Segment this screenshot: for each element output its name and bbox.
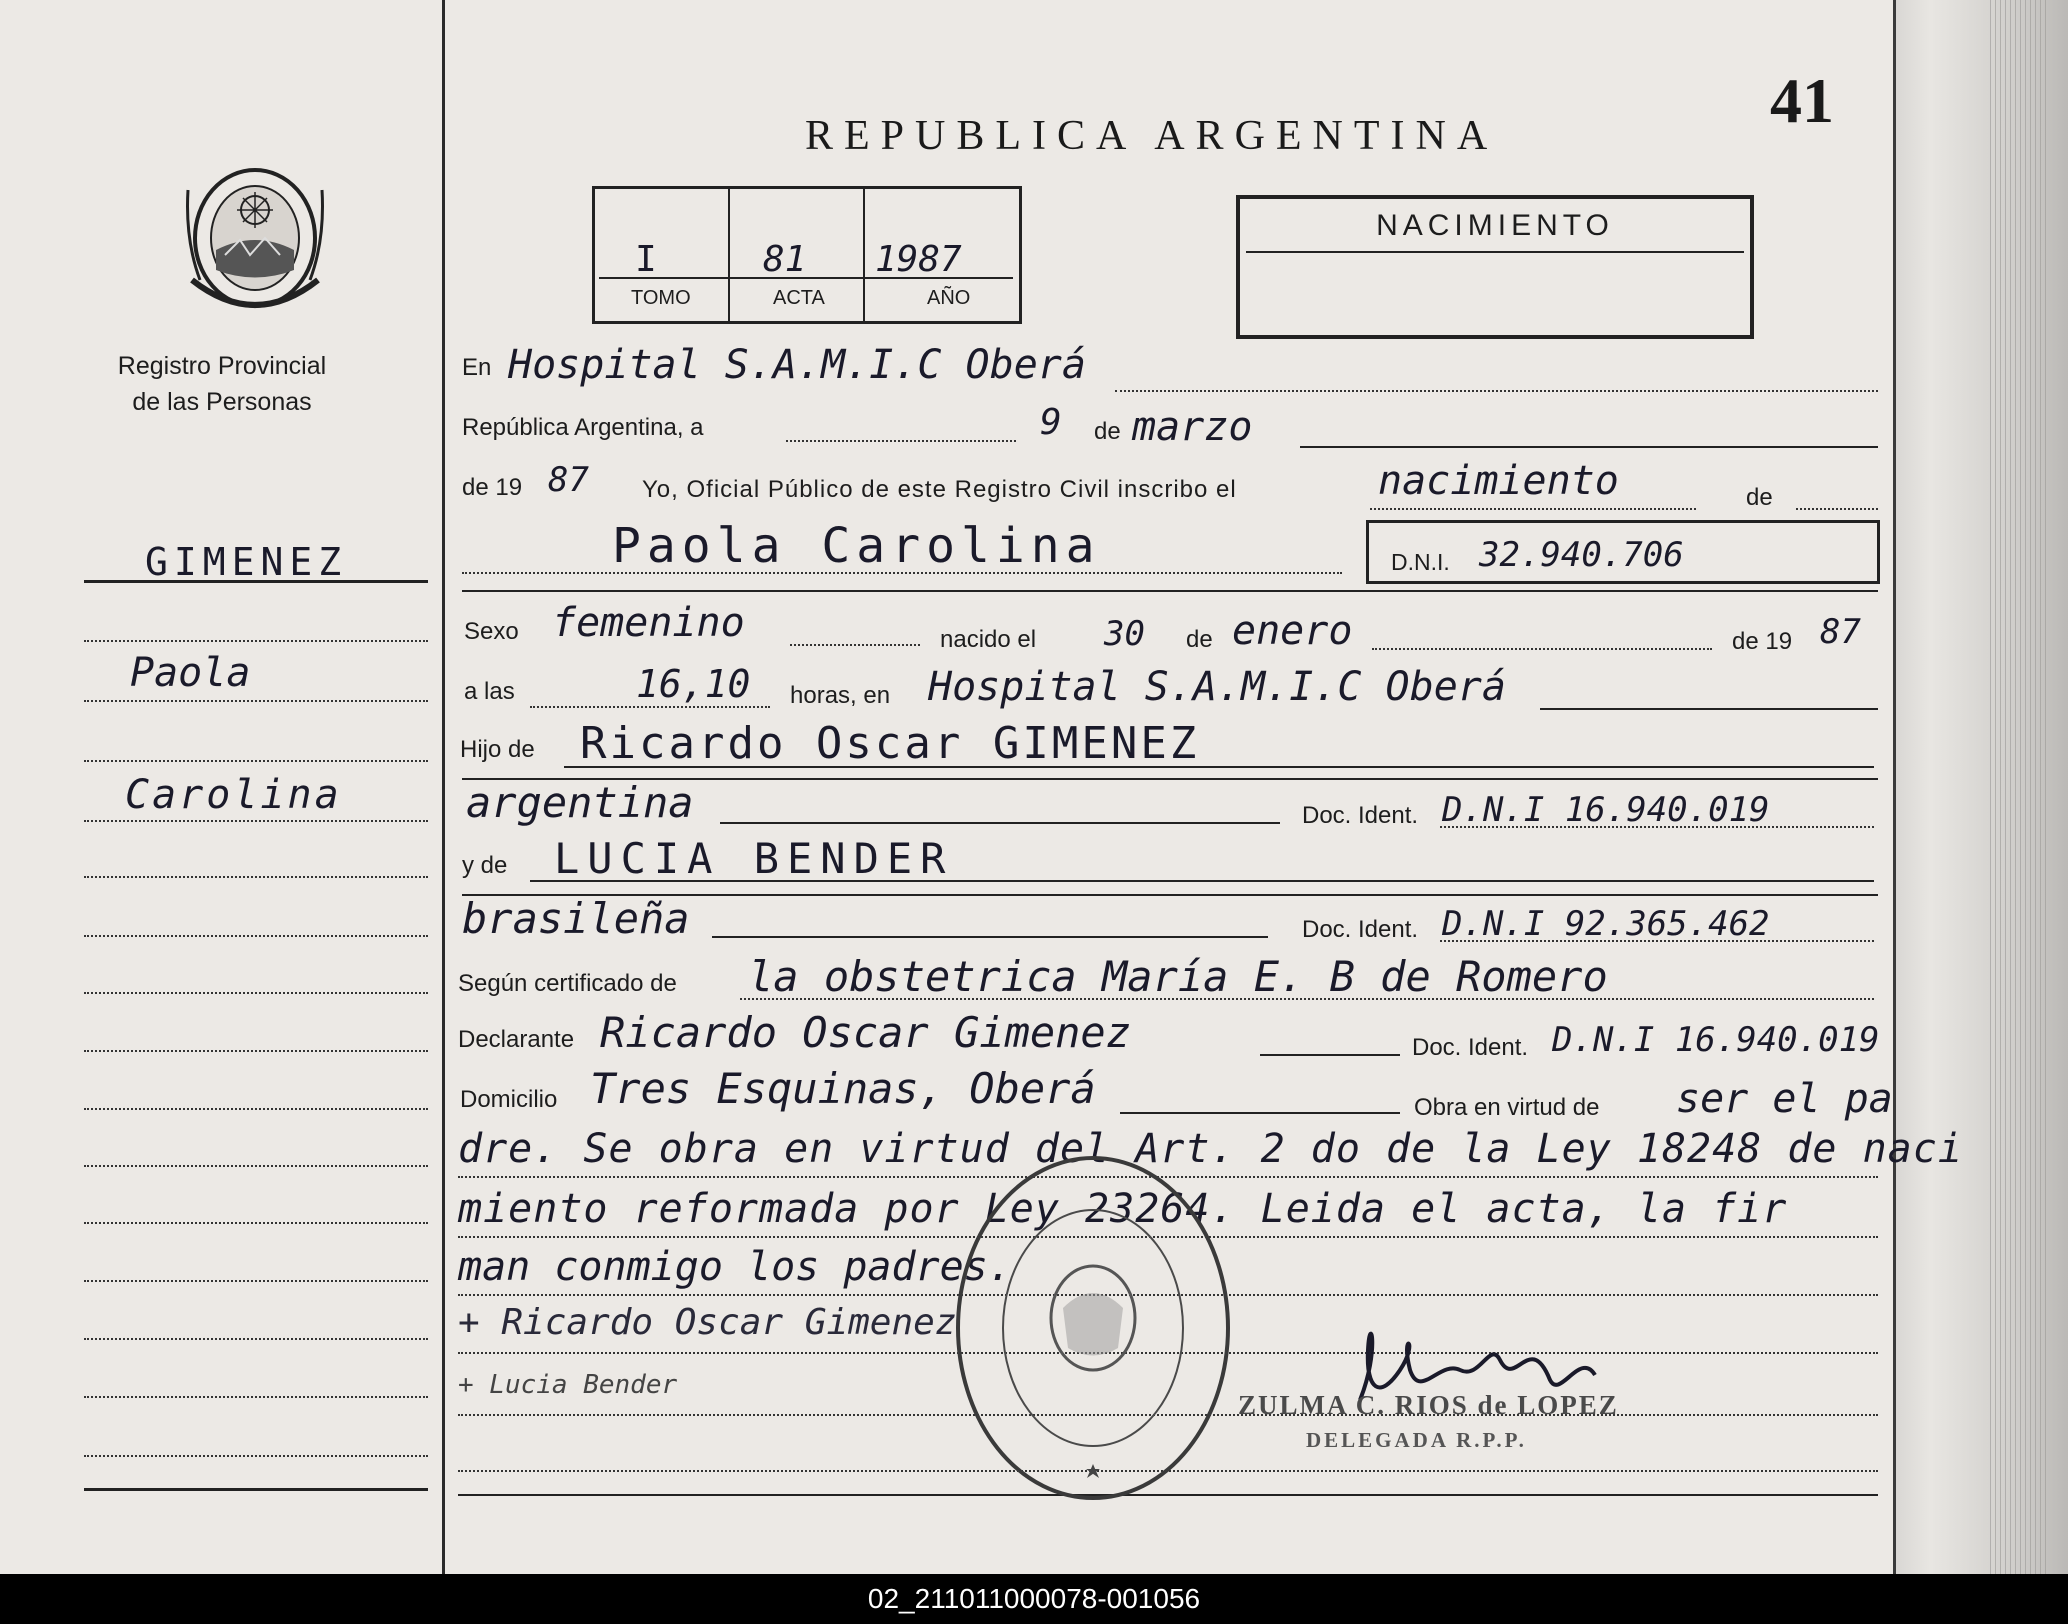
margin-line xyxy=(84,820,428,822)
margin-bottom-line xyxy=(84,1488,428,1491)
year-short: 87 xyxy=(548,460,589,500)
declarante-doc: D.N.I 16.940.019 xyxy=(1552,1020,1880,1060)
registry-line-1: Registro Provincial xyxy=(117,352,327,380)
de19-label: de 19 xyxy=(462,474,523,501)
page-border xyxy=(1893,0,1896,1574)
country-title: REPUBLICA ARGENTINA xyxy=(805,113,1499,159)
margin-line xyxy=(84,935,428,937)
domicilio-value: Tres Esquinas, Oberá xyxy=(590,1064,1096,1113)
mother-name: LUCIA BENDER xyxy=(554,834,954,883)
margin-column xyxy=(0,0,444,1574)
father-doc: D.N.I 16.940.019 xyxy=(1442,790,1770,830)
obra-value: ser el pa xyxy=(1676,1076,1893,1122)
margin-line xyxy=(84,1222,428,1224)
margin-line xyxy=(84,760,428,762)
record-type: NACIMIENTO xyxy=(1376,209,1614,242)
yo-text: Yo, Oficial Público de este Registro Civil inscribo el xyxy=(642,476,1237,503)
child-dni-box xyxy=(1366,520,1880,584)
mother-doc: D.N.I 92.365.462 xyxy=(1442,904,1770,944)
anio-value: 1987 xyxy=(875,239,962,280)
dni-label: D.N.I. xyxy=(1391,549,1450,575)
margin-line xyxy=(84,1455,428,1457)
official-name: ZULMA C. RIOS de LOPEZ xyxy=(1238,1390,1619,1420)
margin-line xyxy=(84,992,428,994)
alas-label: a las xyxy=(464,678,515,705)
margin-surname-line xyxy=(84,580,428,583)
month-value: marzo xyxy=(1132,404,1253,450)
mother-nationality: brasileña xyxy=(462,894,690,943)
page-number: 41 xyxy=(1770,65,1834,136)
reference-box xyxy=(592,186,1022,324)
father-doc-label: Doc. Ident. xyxy=(1302,802,1419,829)
de-end-label: de xyxy=(1746,484,1773,511)
province-emblem-icon xyxy=(180,160,330,320)
domicilio-label: Domicilio xyxy=(460,1086,558,1113)
margin-line xyxy=(84,1050,428,1052)
child-dni: 32.940.706 xyxy=(1479,535,1684,575)
text-line-2: miento reformada por Ley 23264. Leida el acta, la fir xyxy=(458,1186,1788,1232)
acta-value: 81 xyxy=(763,239,807,280)
de2-label: de xyxy=(1186,626,1213,653)
inscribo-value: nacimiento xyxy=(1378,458,1619,504)
horas-en-label: horas, en xyxy=(790,682,891,709)
margin-name-1: Paola xyxy=(130,650,251,696)
day-value: 9 xyxy=(1040,402,1062,443)
segun-label: Según certificado de xyxy=(458,970,677,997)
margin-line xyxy=(84,640,428,642)
book-page-edges xyxy=(1990,0,2050,1574)
text-line-1: dre. Se obra en virtud del Art. 2 do de la Ley 18248 de naci xyxy=(458,1126,1963,1172)
birth-day: 30 xyxy=(1104,614,1145,654)
hijo-label: Hijo de xyxy=(460,736,535,763)
de19b-label: de 19 xyxy=(1732,628,1793,655)
margin-line xyxy=(84,1396,428,1398)
republica-label: República Argentina, a xyxy=(462,414,704,441)
declarante-label: Declarante xyxy=(458,1026,575,1053)
birth-year-short: 87 xyxy=(1820,612,1861,652)
en-label: En xyxy=(462,354,492,381)
hour-value: 16,10 xyxy=(636,662,751,706)
yde-label: y de xyxy=(462,852,508,879)
margin-line xyxy=(84,700,428,702)
margin-line xyxy=(84,1280,428,1282)
footer-code: 02_211011000078-001056 xyxy=(0,1574,2068,1624)
registry-seal-icon xyxy=(948,1148,1238,1508)
certificado-value: la obstetrica María E. B de Romero xyxy=(748,952,1608,1001)
birth-place: Hospital S.A.M.I.C Oberá xyxy=(928,664,1506,710)
signature-mother: + Lucia Bender xyxy=(458,1370,678,1400)
anio-label: AÑO xyxy=(927,287,971,309)
margin-line xyxy=(84,876,428,878)
tomo-value: I xyxy=(635,239,657,280)
en-value: Hospital S.A.M.I.C Oberá xyxy=(508,342,1086,388)
margin-line xyxy=(84,1338,428,1340)
registry-title xyxy=(0,348,444,420)
record-type-box xyxy=(1236,195,1754,339)
sexo-value: femenino xyxy=(552,600,745,646)
tomo-label: TOMO xyxy=(631,287,691,309)
margin-name-2: Carolina xyxy=(125,772,342,818)
margin-line xyxy=(84,1165,428,1167)
sexo-label: Sexo xyxy=(464,618,519,645)
mother-doc-label: Doc. Ident. xyxy=(1302,916,1419,943)
de-label: de xyxy=(1094,418,1121,445)
child-name: Paola Carolina xyxy=(612,518,1101,574)
declarante-value: Ricardo Oscar Gimenez xyxy=(600,1008,1132,1057)
father-nationality: argentina xyxy=(466,778,694,827)
acta-label: ACTA xyxy=(773,287,825,309)
father-name: Ricardo Oscar GIMENEZ xyxy=(580,718,1200,769)
declarante-doc-label: Doc. Ident. xyxy=(1412,1034,1529,1061)
birth-month: enero xyxy=(1232,608,1353,654)
text-line-3: man conmigo los padres. xyxy=(458,1244,1012,1290)
margin-line xyxy=(84,1108,428,1110)
signature-father: + Ricardo Oscar Gimenez xyxy=(458,1302,957,1343)
nacido-label: nacido el xyxy=(940,626,1037,653)
official-title: DELEGADA R.P.P. xyxy=(1306,1428,1527,1452)
obra-label: Obra en virtud de xyxy=(1414,1094,1600,1121)
margin-surname: GIMENEZ xyxy=(145,540,348,584)
registry-line-2: de las Personas xyxy=(132,388,312,416)
